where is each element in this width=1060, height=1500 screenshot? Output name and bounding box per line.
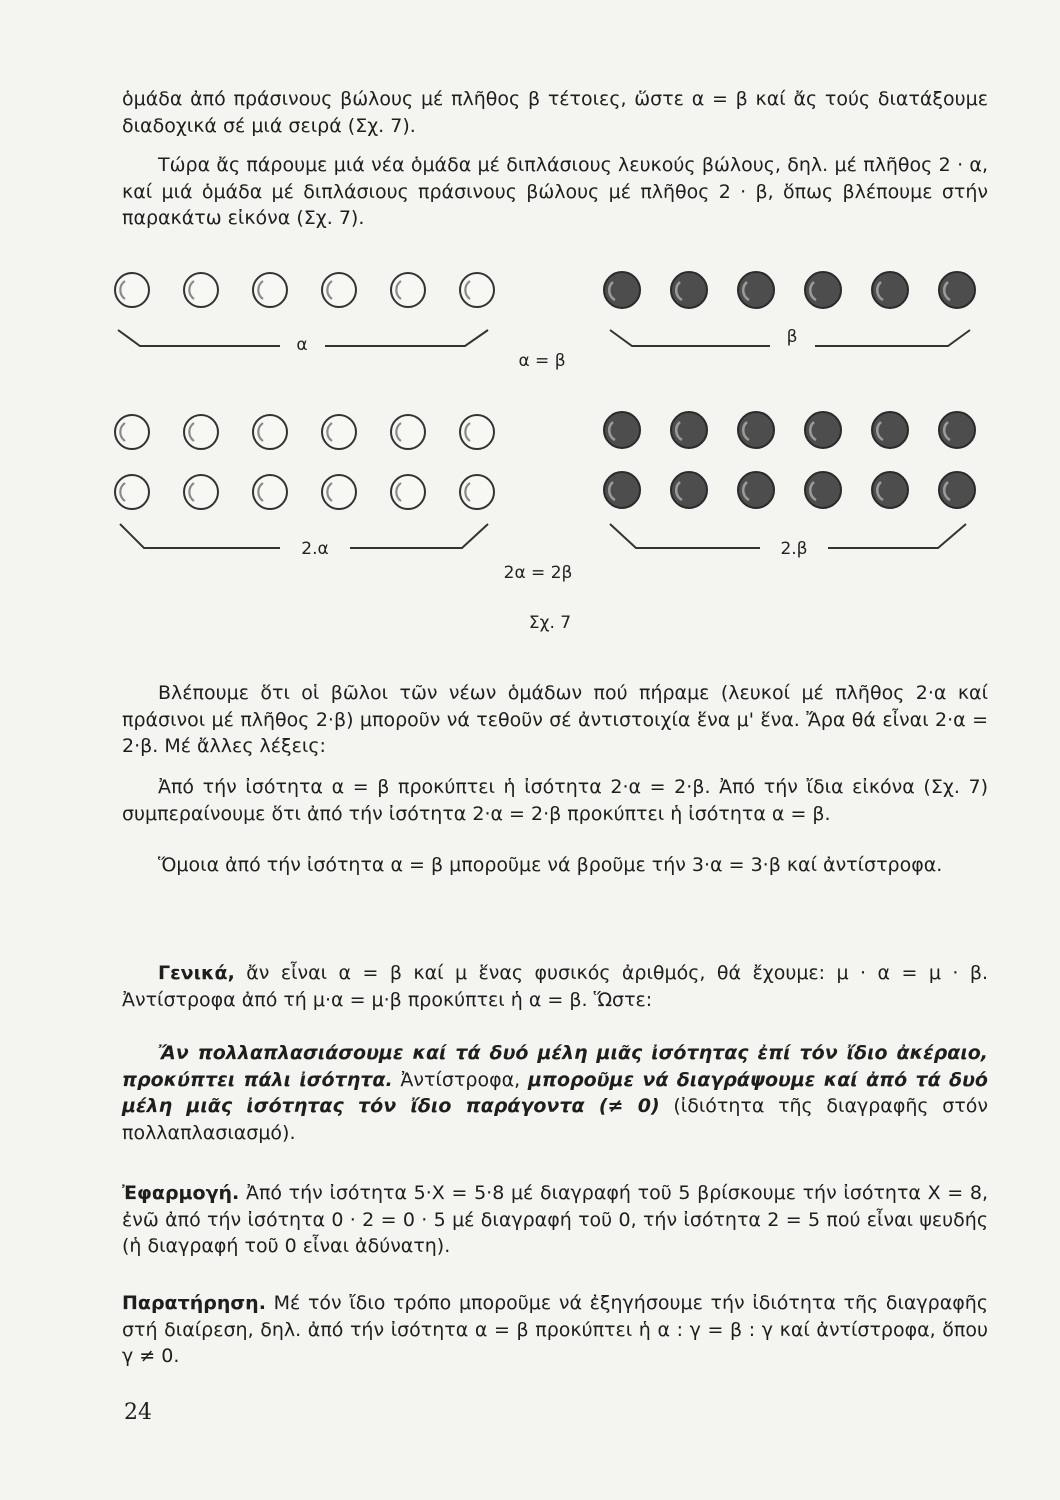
- paragraph-equality-derivation: Ἀπό τήν ἰσότητα α = β προκύπτει ἡ ἰσότητα 2·α = 2·β. Ἀπό τήν ἴδια εἰκόνα (Σχ. 7) συμπεραίνουμε ὅτι ἀπό τήν ἰσότητα 2·α = 2·β προκύπτει ἡ ἰσότητα α = β.: [122, 776, 988, 825]
- remark-lead: Παρατήρηση.: [122, 1292, 266, 1314]
- paragraph-intro: ὁμάδα ἀπό πράσινους βώλους μέ πλῆθος β τέτοιες, ὥστε α = β καί ἄς τούς διατάξουμε διαδοχικά σέ μιά σειρά (Σχ. 7).: [122, 88, 988, 137]
- label-b: β: [786, 327, 798, 347]
- general-lead: Γενικά,: [158, 962, 235, 984]
- green-balls-group-b: [604, 272, 975, 308]
- figure-7: [110, 262, 1000, 642]
- rule-connector: Ἀντίστροφα,: [392, 1068, 528, 1091]
- application-lead: Ἐφαρμογή.: [122, 1182, 240, 1204]
- paragraph-application: [122, 1180, 988, 1260]
- white-balls-group-2a: [115, 415, 494, 509]
- label-2a: 2.α: [301, 539, 329, 559]
- green-balls-group-2b: [604, 412, 975, 508]
- label-a: α: [296, 335, 308, 355]
- white-balls-group-a: [115, 273, 494, 307]
- label-a-equals-b: α = β: [518, 351, 566, 371]
- paragraph-remark: [122, 1290, 988, 1370]
- label-2b: 2.β: [780, 539, 808, 559]
- paragraph-similarly: Ὅμοια ἀπό τήν ἰσότητα α = β μποροῦμε νά βροῦμε τήν 3·α = 3·β καί ἀντίστροφα.: [158, 854, 943, 876]
- figure-caption: Σχ. 7: [528, 613, 572, 633]
- remark-text: Μέ τόν ἴδιο τρόπο μποροῦμε νά ἐξηγήσουμε τήν ἰδιότητα τῆς διαγραφῆς στή διαίρεση, δηλ. ἀπό τήν ἰσότητα α = β προκύπτει ἡ α : γ = β : γ καί ἀντίστροφα, ὅπου γ ≠ 0.: [122, 1292, 988, 1367]
- general-text: ἄν εἶναι α = β καί μ ἕνας φυσικός ἀριθμός, θά ἔχουμε: μ · α = μ · β. Ἀντίστροφα ἀπό τή μ·α = μ·β προκύπτει ἡ α = β. Ὥστε:: [122, 962, 988, 1011]
- application-text: Ἀπό τήν ἰσότητα 5·Χ = 5·8 μέ διαγραφή τοῦ 5 βρίσκουμε τήν ἰσότητα Χ = 8, ἐνῶ ἀπό τήν ἰσότητα 0 · 2 = 0 · 5 μέ διαγραφή τοῦ 0, τήν ἰσότητα 2 = 5 πού εἶναι ψευδής (ἡ διαγραφή τοῦ 0 εἶναι ἀδύνατη).: [122, 1182, 988, 1257]
- rule-multiplication: Ἄν πολλαπλασιάσουμε καί τά δυό μέλη μιᾶς ἰσότητας ἐπί τόν ἴδιο ἀκέραιο, προκύπτει πάλι ἰσότητα.: [122, 1042, 988, 1091]
- page-number: 24: [124, 1400, 152, 1425]
- paragraph-rule: [122, 1040, 988, 1146]
- rule-property-name: (ἰδιότητα τῆς διαγραφῆς στόν πολλαπλασιασμό).: [122, 1095, 989, 1144]
- rule-cancellation: μποροῦμε νά διαγράψουμε καί ἀπό τά δυό μέλη μιᾶς ἰσότητας τόν ἴδιο παράγοντα (≠ 0): [122, 1068, 988, 1117]
- paragraph-double-groups: Τώρα ἄς πάρουμε μιά νέα ὁμάδα μέ διπλάσιους λευκούς βώλους, δηλ. μέ πλῆθος 2 · α, καί μιά ὁμάδα μέ διπλάσιους πράσινους βώλους μέ πλῆθος 2 · β, ὅπως βλέπουμε στήν παρακάτω εἰκόνα (Σχ. 7).: [122, 154, 988, 229]
- paragraph-general: [122, 960, 988, 1013]
- paragraph-correspondence: Βλέπουμε ὅτι οἱ βῶλοι τῶν νέων ὁμάδων πού πήραμε (λευκοί μέ πλῆθος 2·α καί πράσινοι μέ πλῆθος 2·β) μποροῦν νά τεθοῦν σέ ἀντιστοιχία ἕνα μ' ἕνα. Ἄρα θά εἶναι 2·α = 2·β. Μέ ἄλλες λέξεις:: [122, 682, 988, 757]
- label-2a-equals-2b: 2α = 2β: [503, 563, 573, 583]
